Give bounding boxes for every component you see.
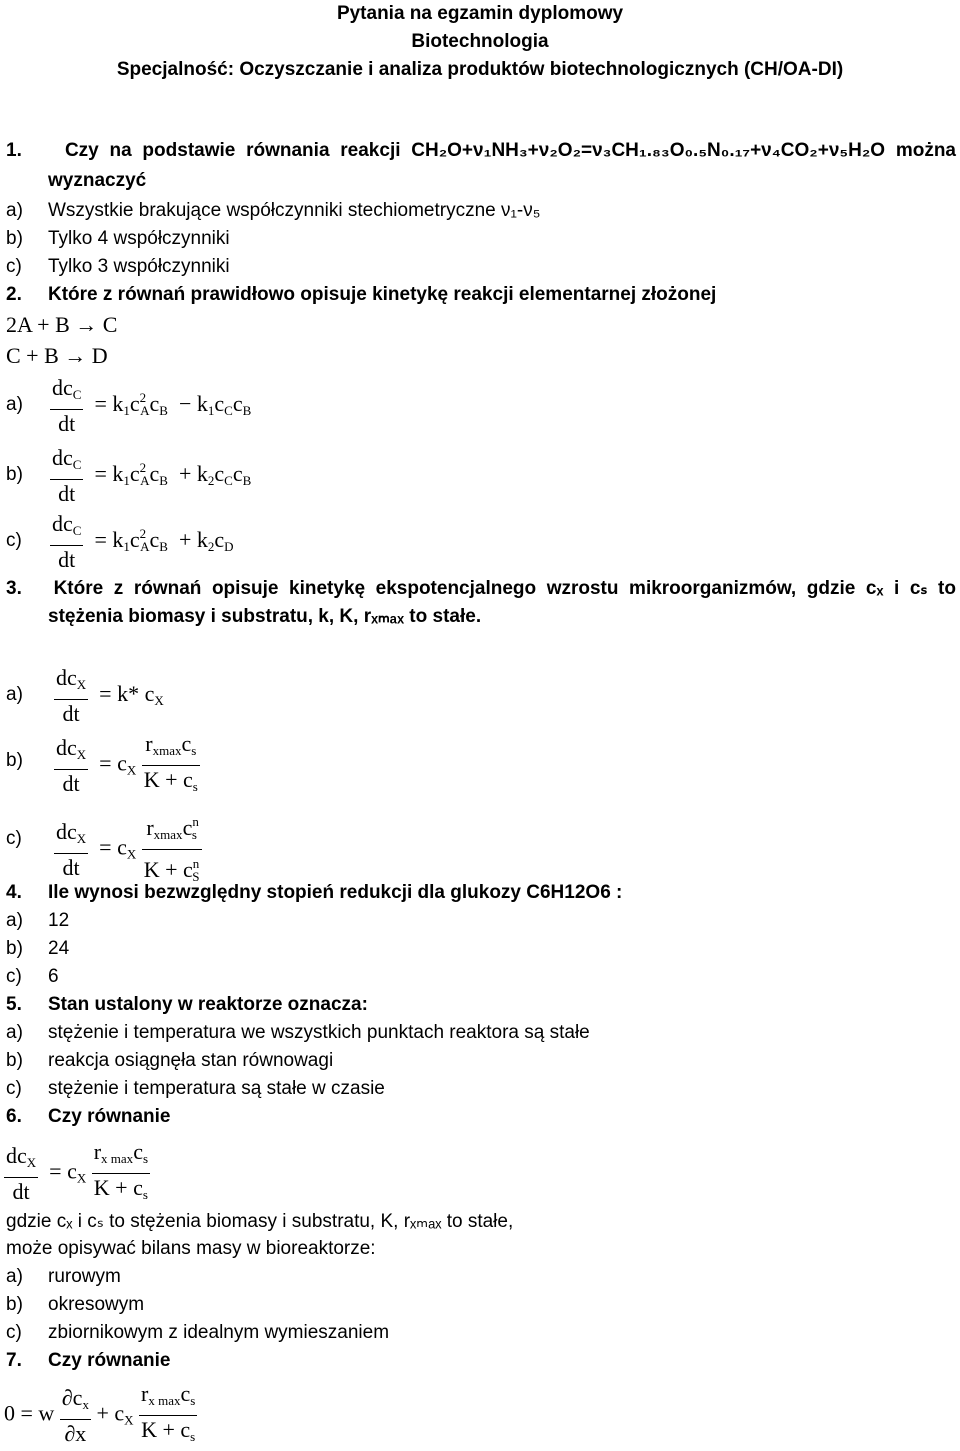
- question-6-description-1: gdzie cₓ i cₛ to stężenia biomasy i substratu, K, rₓₘₐₓ to stałe,: [6, 1211, 514, 1232]
- question-3-option-b-label: b): [6, 750, 23, 771]
- header-field: Biotechnologia: [411, 31, 549, 52]
- equation-3b: $\frac{\text{dcX}}{dt}$ = cX $\frac{\text{rxmaxcs}}{K + cs}$: [56, 731, 198, 796]
- header-title: Pytania na egzamin dyplomowy: [336, 3, 624, 24]
- question-number: 1.: [6, 140, 22, 161]
- question-1-option-a: a) Wszystkie brakujące współczynniki stechiometryczne ν₁-ν₅: [6, 200, 541, 221]
- question-4-option-a: a) 12: [6, 910, 70, 931]
- equation-2a: $\frac{\text{dcC}}{dt}$ = $k1c^2AcB$ − k1cCcB: [52, 375, 252, 436]
- question-3-option-a-label: a): [6, 684, 23, 705]
- question-3-text: 3. Które z równań opisuje kinetykę ekspotencjalnego wzrostu mikroorganizmów, gdzie cₓ i cₛ to: [6, 578, 956, 599]
- question-7-text: 7. Czy równanie: [6, 1350, 171, 1371]
- question-1-cont: wyznaczyć: [48, 170, 147, 191]
- question-6-option-c: c) zbiornikowym z idealnym wymieszaniem: [6, 1322, 390, 1343]
- question-2-text: 2. Które z równań prawidłowo opisuje kinetykę reakcji elementarnej złożonej: [6, 284, 717, 305]
- equation-3a: $\frac{\text{dcX}}{dt}$ = k* cX: [56, 665, 164, 726]
- question-1-option-b: b) Tylko 4 współczynniki: [6, 228, 230, 249]
- question-5-text: 5. Stan ustalony w reaktorze oznacza:: [6, 994, 368, 1015]
- document-header: [0, 0, 960, 84]
- question-6-option-b: b) okresowym: [6, 1294, 145, 1315]
- reaction-1: 2A + B → C: [6, 312, 118, 337]
- question-2-option-a-label: a): [6, 394, 23, 415]
- question-6-text: 6. Czy równanie: [6, 1106, 171, 1127]
- question-5-option-b: b) reakcja osiągnęła stan równowagi: [6, 1050, 334, 1071]
- equation-2b: $\frac{\text{dcC}}{dt}$ = $k1c^2AcB$ + k2cCcB: [52, 445, 252, 506]
- equation-2c: $\frac{\text{dcC}}{dt}$ = $k1c^2AcB + k2cD$: [52, 511, 234, 572]
- header-specialization: Specjalność: Oczyszczanie i analiza produktów biotechnologicznych (CH/OA-DI): [116, 59, 844, 80]
- equation-7: 0 = w $\frac{\partial cx}{\partial x}$ + cX $\frac{\text{rx maxcs}}{K + cs}$: [4, 1381, 196, 1446]
- question-5-option-c: c) stężenie i temperatura są stałe w czasie: [6, 1078, 385, 1099]
- question-5-option-a: a) stężenie i temperatura we wszystkich punktach reaktora są stałe: [6, 1022, 590, 1043]
- question-4-option-b: b) 24: [6, 938, 70, 959]
- question-6-option-a: a) rurowym: [6, 1266, 121, 1287]
- equation-3c: $\frac{\text{dcX}}{dt}$ = cX $\frac{rxmaxc^ns}{K + c^nS}$: [54, 808, 202, 891]
- question-3-option-c-label: c): [6, 828, 22, 849]
- equation-6: $\frac{\text{dcX}}{dt}$ = cX $\frac{\text{rx maxcs}}{K + cs}$: [6, 1139, 149, 1204]
- question-4-text: 4. Ile wynosi bezwzględny stopień redukcji dla glukozy C6H12O6 :: [6, 882, 623, 903]
- question-2-option-b-label: b): [6, 464, 23, 485]
- question-3-cont: stężenia biomasy i substratu, k, K, rₓₘₐₓ to stałe.: [48, 606, 482, 627]
- question-4-option-c: c) 6: [6, 966, 59, 987]
- question-6-description-2: może opisywać bilans masy w bioreaktorze:: [6, 1238, 376, 1259]
- question-2-option-c-label: c): [6, 530, 22, 551]
- question-1-text: [6, 140, 956, 162]
- question-1-line1: Czy na podstawie równania reakcji CH₂O+ν₁NH₃+ν₂O₂=ν₃CH₁.₈₃O₀.₅N₀.₁₇+ν₄CO₂+ν₅H₂O można: [64, 140, 956, 161]
- reaction-2: C + B → D: [6, 343, 108, 368]
- question-1-option-c: c) Tylko 3 współczynniki: [6, 256, 230, 277]
